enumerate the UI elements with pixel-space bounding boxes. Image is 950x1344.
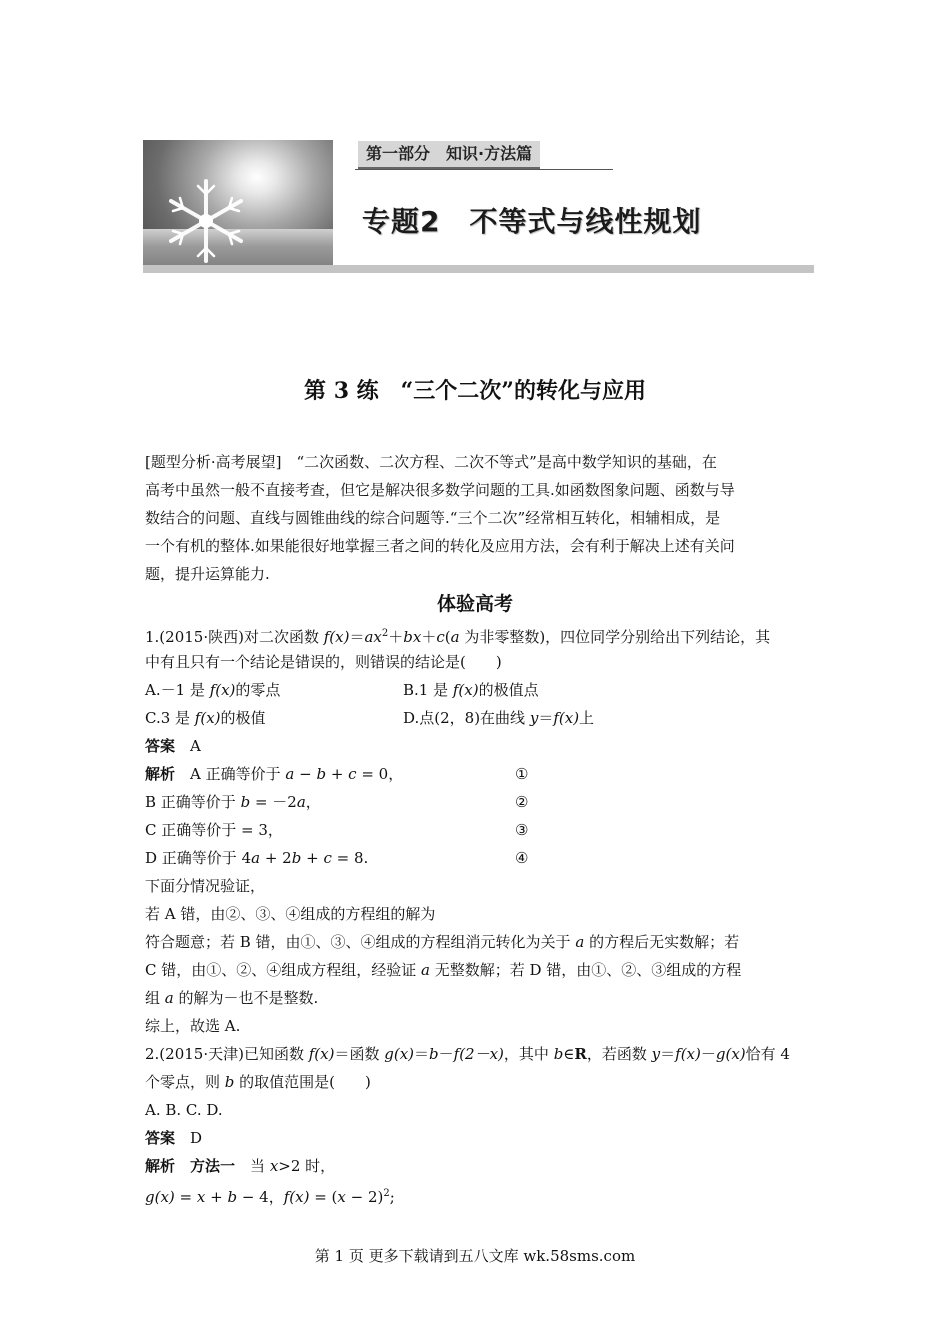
math: f(x) <box>308 1045 335 1063</box>
text: C 正确等价于 = 3， <box>145 821 283 839</box>
math: f(2－x) <box>453 1045 504 1063</box>
text: ＝ <box>538 709 554 727</box>
text: = －2 <box>250 793 297 811</box>
text: ，若函数 <box>586 1045 652 1063</box>
math: b <box>291 849 302 867</box>
text: D 正确等价于 4 <box>145 849 252 867</box>
page-footer: 第 1 页 更多下载请到五八文库 wk.58sms.com <box>314 1247 636 1265</box>
q2-answer <box>145 1124 805 1152</box>
math: f(x) <box>283 1188 310 1206</box>
option-b <box>403 676 539 704</box>
math: bx <box>403 628 422 646</box>
math: a <box>450 628 460 646</box>
equation-number: ② <box>515 793 529 811</box>
answer-label: 答案 <box>145 1129 176 1147</box>
q1-step <box>145 788 805 816</box>
q1-step <box>145 956 805 984</box>
math: b <box>429 1045 439 1063</box>
text: ＋ <box>421 628 437 646</box>
text: + 2 <box>260 849 292 867</box>
text: B.1 是 <box>403 681 453 699</box>
math: R <box>574 1045 587 1063</box>
math: x <box>337 1188 346 1206</box>
math: f(x) <box>452 681 479 699</box>
math: g(x) <box>384 1045 414 1063</box>
section-title: 体验高考 <box>436 593 513 615</box>
text: ＝函数 <box>334 1045 385 1063</box>
answer-value: A <box>190 737 201 755</box>
math: y <box>529 709 539 727</box>
text: 恰有 4 <box>745 1045 790 1063</box>
text: = <box>174 1188 197 1206</box>
text: 上 <box>579 709 595 727</box>
text: − 4， <box>237 1188 284 1206</box>
text: ; <box>389 1188 395 1206</box>
math: f(x) <box>194 709 221 727</box>
banner-snowflake-image <box>143 140 333 273</box>
equation-number: ④ <box>515 849 529 867</box>
topic-title: 专题2 不等式与线性规划 <box>362 205 702 238</box>
text: 1.(2015·陕西)对二次函数 <box>145 628 324 646</box>
q2-options: A. B. C. D. <box>145 1101 223 1119</box>
text: 的取值范围是( ) <box>234 1073 371 1091</box>
intro-text: “二次函数、二次方程、二次不等式”是高中数学知识的基础，在 <box>281 453 717 471</box>
text: + <box>205 1188 228 1206</box>
banner-rule <box>355 169 613 170</box>
text: 的极值 <box>220 709 266 727</box>
q2-stem <box>145 1068 805 1096</box>
math: b <box>553 1045 564 1063</box>
text: 2.(2015·天津)已知函数 <box>145 1045 309 1063</box>
q1-stem: 中有且只有一个结论是错误的，则错误的结论是( ) <box>145 653 502 671</box>
text: 为非零整数)，四位同学分别给出下列结论，其 <box>459 628 771 646</box>
q1-answer <box>145 732 805 760</box>
text: 个零点，则 <box>145 1073 225 1091</box>
text: = ( <box>309 1188 338 1206</box>
math: c <box>436 628 445 646</box>
math: g(x) <box>145 1188 175 1206</box>
text: ，其中 <box>503 1045 554 1063</box>
math: a <box>296 793 306 811</box>
q2-step <box>145 1152 805 1180</box>
analysis-label: 解析 <box>145 1157 176 1175</box>
math: a <box>575 933 585 951</box>
equation-number: ③ <box>515 821 529 839</box>
math: a <box>164 989 174 1007</box>
banner-bar <box>143 265 814 273</box>
q1-step: 下面分情况验证， <box>145 877 266 895</box>
intro-line: 题，提升运算能力. <box>145 565 270 583</box>
superscript: 2 <box>383 1188 390 1199</box>
q1-step <box>145 984 805 1012</box>
q1-step <box>145 816 805 844</box>
equation-number: ① <box>515 765 529 783</box>
math: a <box>251 849 261 867</box>
superscript: 2 <box>381 628 389 639</box>
q1-step: 综上，故选 A. <box>145 1017 241 1035</box>
analysis-label: 解析 <box>145 765 176 783</box>
text: － <box>700 1045 716 1063</box>
option-c <box>145 704 403 732</box>
option-a <box>145 676 403 704</box>
text: = 0， <box>356 765 404 783</box>
q1-step <box>145 928 805 956</box>
intro-line <box>145 448 805 476</box>
math: g(x) <box>715 1045 746 1063</box>
math: f(x) <box>553 709 580 727</box>
q1-stem <box>145 620 805 648</box>
q1-step <box>145 760 805 788</box>
text: 组 <box>145 989 165 1007</box>
text: － <box>438 1045 454 1063</box>
math: x <box>269 1157 279 1175</box>
math: f(x) <box>209 681 236 699</box>
text: >2 时， <box>278 1157 336 1175</box>
text: 当 <box>235 1157 270 1175</box>
q1-options <box>145 704 805 732</box>
option-d <box>403 704 594 732</box>
math: b <box>224 1073 235 1091</box>
text: ＋ <box>388 628 404 646</box>
math: a − b + c <box>285 765 357 783</box>
text: 的解为－也不是整数. <box>173 989 319 1007</box>
text: C 错，由①、②、④组成方程组，经验证 <box>145 961 422 979</box>
text: ＝ <box>414 1045 430 1063</box>
answer-label: 答案 <box>145 737 176 755</box>
intro-line: 一个有机的整体.如果能很好地掌握三者之间的转化及应用方法，会有利于解决上述有关问 <box>145 537 735 555</box>
text: 的零点 <box>235 681 281 699</box>
text: ＝ <box>349 628 365 646</box>
q1-options <box>145 676 805 704</box>
intro-label: [题型分析·高考展望] <box>145 453 282 471</box>
math: c <box>323 849 332 867</box>
q2-stem <box>145 1040 805 1068</box>
method-label: 方法一 <box>190 1157 236 1175</box>
text: 符合题意；若 B 错，由①、③、④组成的方程组消元转化为关于 <box>145 933 576 951</box>
text: D.点(2，8)在曲线 <box>403 709 530 727</box>
text: A 正确等价于 <box>190 765 286 783</box>
math: x <box>196 1188 206 1206</box>
text: A.－1 是 <box>145 681 210 699</box>
part-label: 第一部分 知识·方法篇 <box>358 141 540 169</box>
text: ＝ <box>660 1045 676 1063</box>
intro-line: 数结合的问题、直线与圆锥曲线的综合问题等.“三个二次”经常相互转化，相辅相成，是 <box>145 509 721 527</box>
q1-step: 若 A 错，由②、③、④组成的方程组的解为 <box>145 905 436 923</box>
text: + <box>301 849 324 867</box>
q2-step <box>145 1180 805 1208</box>
answer-value: D <box>190 1129 203 1147</box>
math: ax <box>364 628 382 646</box>
text: ∈ <box>563 1045 575 1063</box>
text: C.3 是 <box>145 709 195 727</box>
math: b <box>240 793 251 811</box>
text: 的极值点 <box>478 681 539 699</box>
text: 无整数解；若 D 错，由①、②、③组成的方程 <box>429 961 742 979</box>
text: = 8. <box>331 849 369 867</box>
content <box>145 448 805 1208</box>
q1-step <box>145 844 805 872</box>
math: f(x) <box>323 628 350 646</box>
text: ( <box>444 628 451 646</box>
text: ， <box>305 793 321 811</box>
text: 的方程后无实数解；若 <box>584 933 740 951</box>
math: a <box>421 961 430 979</box>
text: B 正确等价于 <box>145 793 241 811</box>
snowflake-icon <box>161 176 251 266</box>
math: f(x) <box>675 1045 701 1063</box>
text: − 2) <box>345 1188 384 1206</box>
math: b <box>227 1188 238 1206</box>
math: y <box>651 1045 661 1063</box>
lesson-title: 第 3 练 “三个二次”的转化与应用 <box>304 378 646 404</box>
intro-line: 高考中虽然一般不直接考查，但它是解决很多数学问题的工具.如函数图象问题、函数与导 <box>145 481 735 499</box>
